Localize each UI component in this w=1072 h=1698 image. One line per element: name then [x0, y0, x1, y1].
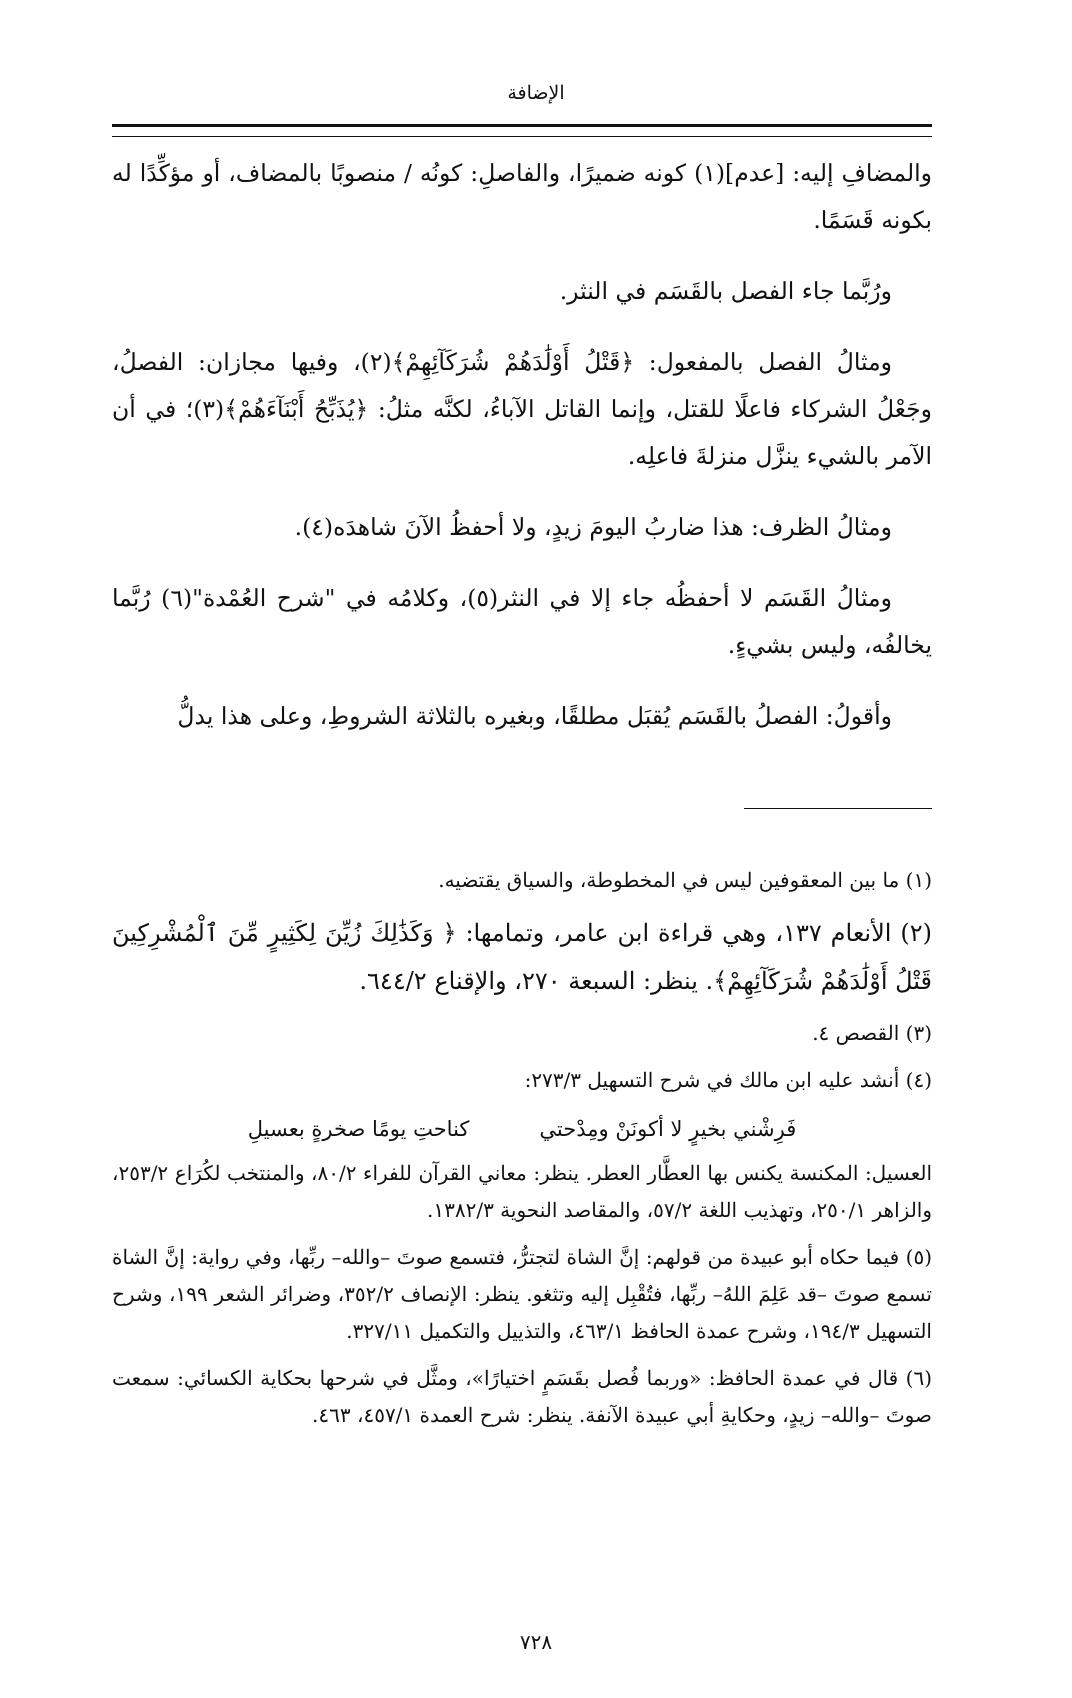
- footnote-3: (٣) القصص ٤.: [812, 1021, 932, 1045]
- footnote-5: (٥) فيما حكاه أبو عبيدة من قولهم: إنَّ الشاة لتجترُّ، فتسمع صوتَ –والله– ربِّها، وفي رواية: إنَّ الشاة تسمع صوتَ –قد عَلِمَ اللهُ– ربِّها، فتُقْبِل إليه وتثغو. ينظر: الإنصاف ٣٥٢/٢، وضرائر الشعر ١٩٩، وشرح التسهيل ١٩٤/٣، وشرح عمدة الحافظ ٤٦٣/١، والتذييل والتكميل ٣٢٧/١١.: [112, 1245, 933, 1343]
- footnote-6: (٦) قال في عمدة الحافظ: «وربما فُصل بقَسَمٍ اختيارًا»، ومثَّل في شرحها بحكاية الكسائي: سمعت صوتَ –والله– زيدٍ، وحكايةِ أبي عبيدة الآنفة. ينظر: شرح العمدة ٤٥٧/١، ٤٦٣.: [112, 1366, 932, 1427]
- paragraph: ورُبَّما جاء الفصل بالقَسَم في النثر.: [559, 277, 892, 305]
- running-header: الإضافة: [507, 82, 565, 104]
- footnote-2: (٢) الأنعام ١٣٧، وهي قراءة ابن عامر، وتمامها: ﴿ وَكَذَٰلِكَ زُيِّنَ لِكَثِيرٍ مِّنَ ٱلْمُشْرِكِينَ قَتْلُ أَوْلَٰدَهُمْ شُرَكَآئِهِمْ﴾. ينظر: السبعة ٢٧٠، والإقناع ٦٤٤/٢.: [112, 919, 932, 995]
- footnotes: [112, 862, 932, 1444]
- header-rule-thin: [112, 136, 932, 137]
- paragraph: ومثالُ القَسَم لا أحفظُه جاء إلا في النثر(٥)، وكلامُه في "شرح العُمْدة"(٦) رُبَّما يخالفُه، وليس بشيءٍ.: [112, 584, 932, 659]
- poetry-verse: [112, 1109, 932, 1149]
- page-number: ٧٢٨: [519, 1630, 553, 1654]
- verse-first-hemistich: فَرِشْني بخيرٍ لا أكونَنْ ومِدْحتي: [539, 1117, 797, 1141]
- paragraph: ومثالُ الظرف: هذا ضاربُ اليومَ زيدٍ، ولا أحفظُ الآنَ شاهدَه(٤).: [294, 513, 892, 541]
- paragraph: والمضافِ إليه: [عدم](١) كونه ضميرًا، والفاصلِ: كونُه / منصوبًا بالمضاف، أو مؤكِّدًا له بكونه قَسَمًا.: [112, 159, 933, 234]
- footnote-4-note: العسيل: المكنسة يكنس بها العطَّار العطر. ينظر: معاني القرآن للفراء ٨٠/٢، والمنتخب لكُرَاع ٢٥٣/٢، والزاهر ٢٥٠/١، وتهذيب اللغة ٥٧/٢، والمقاصد النحوية ١٣٨٢/٣.: [112, 1161, 933, 1222]
- footnote-1: (١) ما بين المعقوفين ليس في المخطوطة، والسياق يقتضيه.: [438, 868, 932, 892]
- paragraph: وأقولُ: الفصلُ بالقَسَم يُقبَل مطلقًا، وبغيره بالثلاثة الشروطِ، وعلى هذا يدلُّ: [177, 702, 892, 730]
- footnote-separator: [744, 808, 932, 809]
- header-rule-thick: [112, 124, 932, 127]
- paragraph: ومثالُ الفصل بالمفعول: ﴿قَتْلُ أَوْلَٰدَهُمْ شُرَكَآئِهِمْ﴾(٢)، وفيها مجازان: الفصلُ، وجَعْلُ الشركاء فاعلًا للقتل، وإنما القاتل الآباءُ، لكنَّه مثلُ: ﴿يُذَبِّحُ أَبْنَآءَهُمْ﴾(٣)؛ في أن الآمر بالشيء ينزَّل منزلةَ فاعلِه.: [112, 348, 933, 470]
- footnote-4: (٤) أنشد عليه ابن مالك في شرح التسهيل ٢٧٣/٣:: [524, 1068, 932, 1092]
- verse-second-hemistich: كناحتِ يومًا صخرةٍ بعسيلِ: [247, 1117, 470, 1141]
- main-text: [112, 150, 932, 764]
